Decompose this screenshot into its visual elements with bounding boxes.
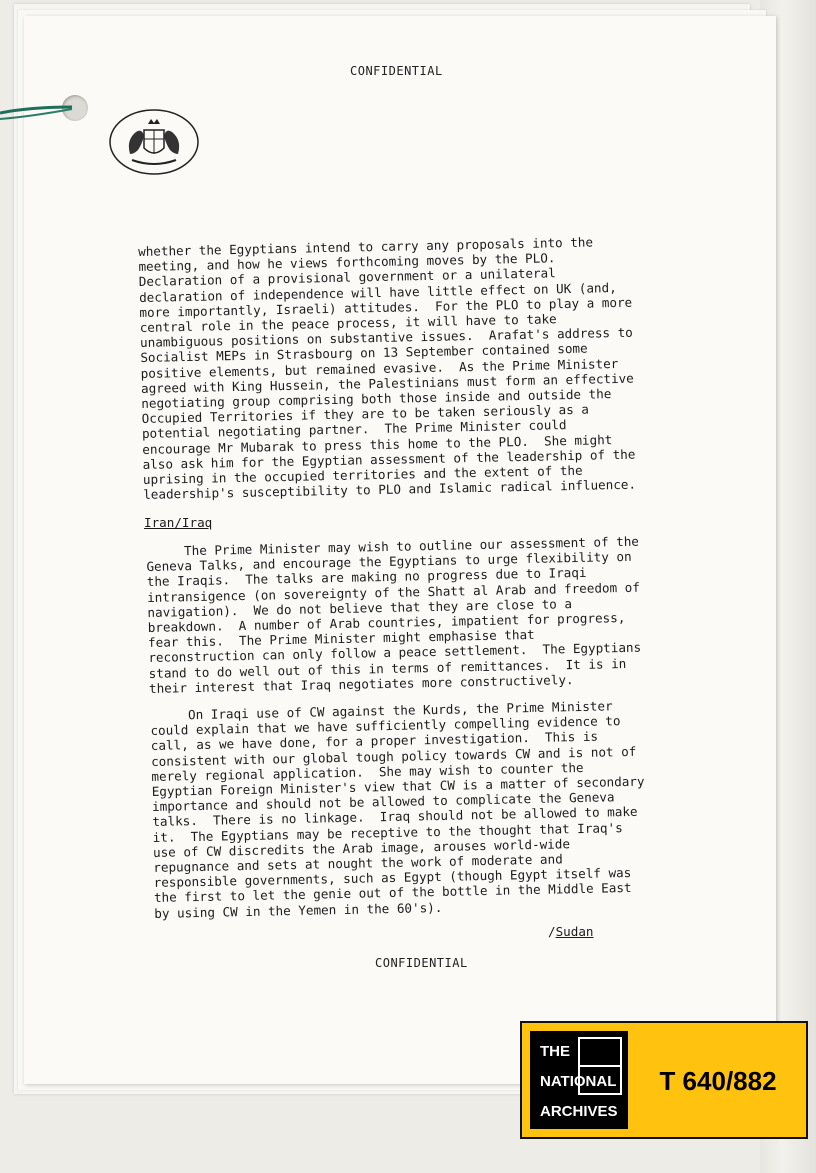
continuation-marker <box>548 924 594 939</box>
paragraph-chemical-weapons: On Iraqi use of CW against the Kurds, the Prime Minister could explain that we have sufficiently compelling evidence to call, as we have done, for a proper investigation. This is consistent with our global tough policy towards CW and is not of merely regional application. She may wish to counter the Egyptian Foreign Minister's view that CW is a matter of secondary importance and should not be allowed to complicate the Geneva talks. There is no linkage. Iraq should not be allowed to make it. The Egyptians may be receptive to the thought that Iraq's use of CW discredits the Arab image, arouses world-wide repugnance and sets at nought the work of moderate and responsible governments, such as Egypt (though Egypt itself was the first to let the genie out of the bottle in the Middle East by using CW in the Yemen in the 60's). <box>150 698 645 921</box>
continuation-label: Sudan <box>555 924 594 939</box>
section-heading: Iran/Iraq <box>144 515 213 530</box>
royal-coat-of-arms-icon <box>108 108 200 176</box>
logo-line-2: NATIONAL <box>540 1073 617 1090</box>
archive-reference-stamp <box>520 1021 808 1139</box>
logo-grid-cell <box>578 1037 622 1067</box>
logo-line-3: ARCHIVES <box>540 1103 618 1120</box>
archive-reference-number: T 640/882 <box>638 1053 798 1109</box>
continuation-slash: / <box>548 924 556 939</box>
paragraph-iran-iraq: The Prime Minister may wish to outline our assessment of the Geneva Talks, and encourage the Egyptians to urge flexibility on the Iraqis. The talks are making no progress due to Iraqi intransigence (on sovereignty of the Shatt al Arab and freedom of navigation). We do not believe that they are close to a breakdown. A number of Arab countries, impatient for progress, fear this. The Prime Minister might emphasise that reconstruction can only follow a peace settlement. The Egyptians stand to do well out of this in terms of remittances. It is in their interest that Iraq negotiates more constructively. <box>146 533 642 696</box>
paragraph-continued: whether the Egyptians intend to carry any proposals into the meeting, and how he views forthcoming moves by the PLO. Declaration of a provisional government or a unilateral declaration of independence will have little effect on UK (and, more importantly, Israeli) attitudes. For the PLO to play a more central role in the peace process, it will have to take unambiguous positions on substantive issues. Arafat's address to Socialist MEPs in Strasbourg on 13 September contained some positive elements, but remained evasive. As the Prime Minister agreed with King Hussein, the Palestinians must form an effective negotiating group comprising both those inside and outside the Occupied Territories if they are to be taken seriously as a potential negotiating partner. The Prime Minister could encourage Mr Mubarak to press this home to the PLO. She might also ask him for the Egyptian assessment of the leadership of the uprising in the occupied territories and the extent of the leadership's susceptibility to PLO and Islamic radical influence. <box>138 234 637 503</box>
classification-marking-bottom: CONFIDENTIAL <box>375 956 468 970</box>
national-archives-logo <box>530 1031 628 1129</box>
treasury-tag-icon <box>0 95 86 125</box>
logo-line-1: THE <box>540 1043 570 1060</box>
classification-marking-top: CONFIDENTIAL <box>350 64 443 78</box>
